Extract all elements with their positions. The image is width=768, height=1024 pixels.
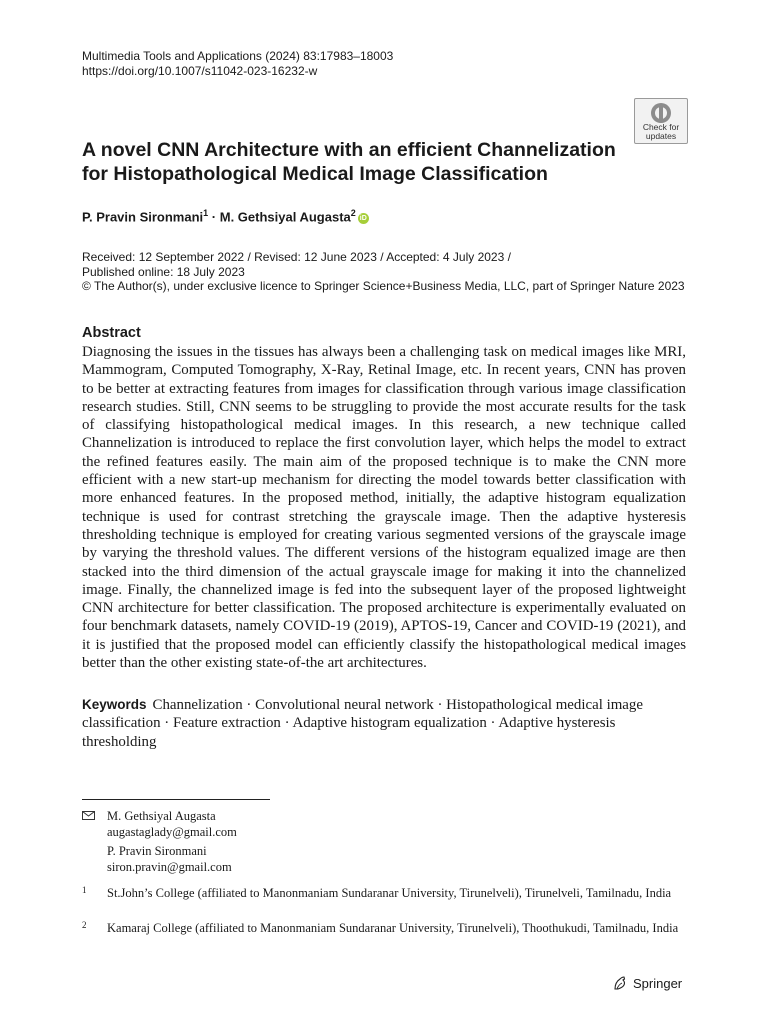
author-name[interactable]: M. Gethsiyal Augasta	[219, 209, 351, 225]
publication-dates: Received: 12 September 2022 / Revised: 12 June 2023 / Accepted: 4 July 2023 / Published online: 18 July 2023 © The Author(s), under exclusive licence to Springer Science+Business Media, LLC, part of Springer Nature 2023	[82, 250, 702, 294]
keywords-list: Channelization · Convolutional neural network · Histopathological medical image classification · Feature extraction · Adaptive histogram equalization · Adaptive hysteresis thresholding	[82, 697, 643, 750]
affiliation-entry	[82, 920, 682, 936]
copyright-line: © The Author(s), under exclusive licence to Springer Science+Business Media, LLC, part of Springer Nature 2023	[82, 279, 685, 293]
author-line	[82, 208, 369, 224]
footnote-divider	[82, 799, 270, 800]
contact-name: P. Pravin Sironmani	[107, 844, 207, 858]
contact-name: M. Gethsiyal Augasta	[107, 809, 216, 823]
check-for-updates-badge[interactable]	[634, 98, 688, 144]
paper-title: A novel CNN Architecture with an efficient Channelization for Histopathological Medical Image Classification	[82, 139, 616, 185]
contact-email[interactable]: augastaglady@gmail.com	[107, 825, 237, 839]
journal-citation: Multimedia Tools and Applications (2024) 83:17983–18003	[82, 49, 394, 63]
publisher-name: Springer	[633, 975, 683, 991]
springer-horse-icon	[612, 975, 628, 991]
orcid-icon[interactable]: iD	[359, 215, 367, 223]
corresponding-author-entry	[107, 808, 237, 840]
keywords-section	[82, 696, 686, 751]
check-badge-label: Check for updates	[642, 122, 680, 141]
affiliation-text: Kamaraj College (affiliated to Manonmaniam Sundaranar University, Tirunelveli), Thoothukudi, Tamilnadu, India	[107, 921, 679, 935]
affiliation-text: St.John’s College (affiliated to Manonmaniam Sundaranar University, Tirunelveli), Tirunelveli, Tamilnadu, India	[107, 886, 672, 900]
contact-email[interactable]: siron.pravin@gmail.com	[107, 860, 232, 874]
author-separator: ·	[211, 209, 217, 225]
author-name[interactable]: P. Pravin Sironmani	[82, 209, 204, 225]
keywords-label: Keywords	[82, 697, 147, 712]
abstract-heading: Abstract	[82, 325, 141, 341]
affiliation-number: 2	[82, 920, 87, 930]
corresponding-author-entry	[107, 843, 232, 875]
crossmark-icon	[650, 102, 672, 124]
affiliation-number: 1	[82, 885, 87, 895]
envelope-icon	[82, 811, 95, 820]
journal-header	[82, 49, 393, 79]
abstract-body: Diagnosing the issues in the tissues has always been a challenging task on medical images like MRI, Mammogram, Computed Tomography, X-Ray, Retinal Image, etc. In recent years, CNN has proven to be better at extracting features from images for classification through various image classification research studies. Still, CNN seems to be struggling to provide the most accurate results for the task of classifying histopathological medical images. In this research, a new technique called Channelization is introduced to replace the first convolution layer, which helps the model to extract the refined features easily. The main aim of the proposed technique is to make the CNN more efficient with a new start-up mechanism for directing the model towards better classification with more enhanced features. In the proposed method, initially, the adaptive histogram equalization technique is used for contrast stretching the grayscale image. Then the adaptive hysteresis thresholding technique is employed for creating various segmented versions of the grayscale image by varying the threshold values. The different versions of the histogram equalized image are then stacked into the third dimension of the actual grayscale image for making it into the channelized image. Finally, the channelized image is fed into the subsequent layer of the proposed lightweight CNN architecture for better classification. The proposed architecture is experimentally evaluated on four benchmark datasets, namely COVID-19 (2019), APTOS-19, Cancer and COVID-19 (2021), and it is justified that the proposed model can efficiently classify the histopathological medical images better than the other existing state-of-the art architectures.	[82, 344, 686, 672]
affiliation-marker: 1	[203, 208, 209, 218]
affiliation-entry	[82, 885, 682, 901]
affiliation-marker: 2	[350, 208, 356, 218]
doi-link[interactable]: https://doi.org/10.1007/s11042-023-16232-w	[82, 64, 318, 78]
springer-logo	[612, 975, 682, 991]
